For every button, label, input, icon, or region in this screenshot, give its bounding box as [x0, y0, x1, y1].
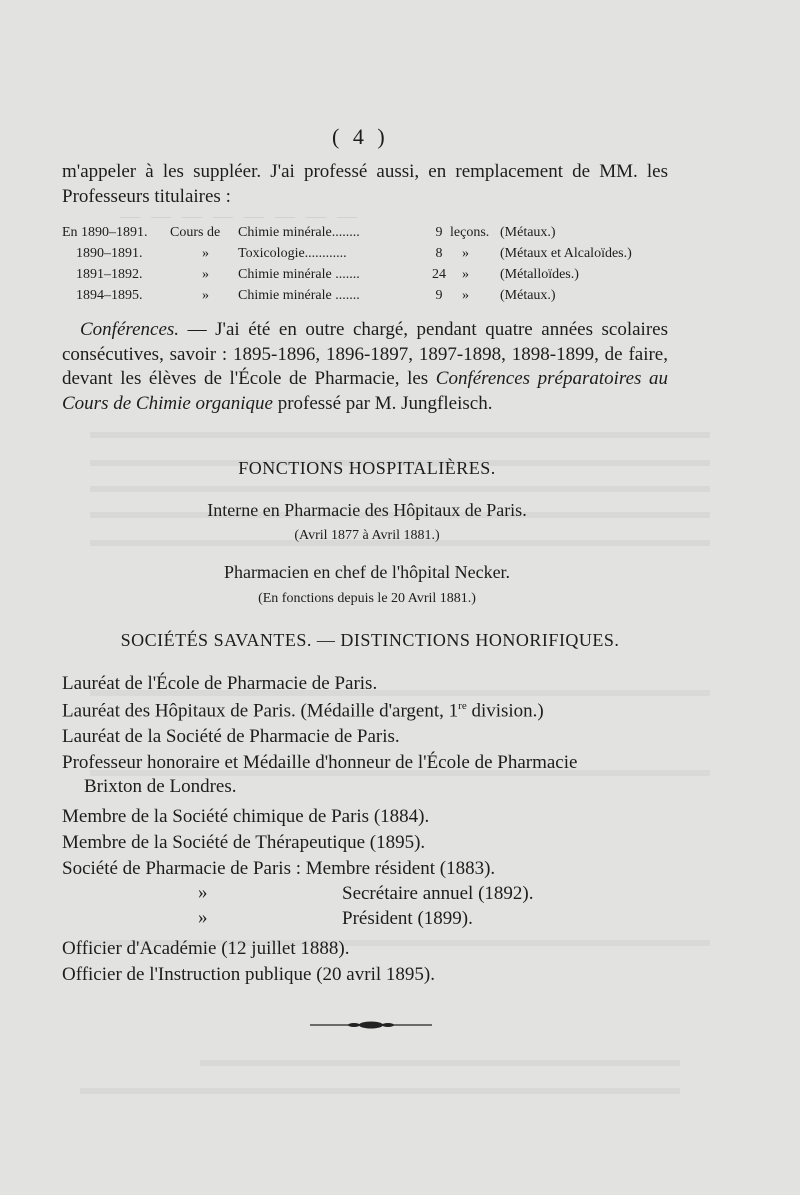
conferences-title: Conférences préparatoires au Cours de Chimie organique [62, 368, 668, 414]
course-count: 9 [435, 225, 443, 240]
professeur-honoraire: Professeur honoraire et Médaille d'honneur de l'École de Pharmacie [62, 752, 578, 773]
professeur-honoraire-cont: Brixton de Londres. [84, 776, 237, 797]
show-through-text: — — — — — — — — [0, 0, 800, 1195]
conferences-text: — J'ai été en outre chargé, pendant quatre années scolaires consécutives, savoir : 1895-1896, 1896-1897, 1897-1898, 1898-1899, de faire, devant les élèves de l'École de Pharmacie, les [62, 319, 668, 389]
course-count: 9 [435, 288, 443, 303]
course-note: (Métalloïdes.) [500, 267, 579, 282]
hospital-line2-note: (En fonctions depuis le 20 Avril 1881.) [258, 591, 476, 606]
course-year: 1891–1892. [76, 267, 143, 282]
societe-pharmacie: Société de Pharmacie de Paris : Membre résident (1883). [62, 858, 496, 879]
course-lecons: » [462, 288, 469, 303]
course-count: 24 [432, 267, 446, 282]
societies-heading: SOCIÉTÉS SAVANTES. — DISTINCTIONS HONORIFIQUES. [120, 630, 620, 650]
secretaire-annuel: Secrétaire annuel (1892). [342, 883, 534, 904]
hospital-line2: Pharmacien en chef de l'hôpital Necker. [223, 562, 511, 582]
president: Président (1899). [342, 908, 473, 929]
course-lecons: » [462, 246, 469, 261]
ditto-mark: » [198, 882, 208, 903]
course-note: (Métaux.) [500, 288, 556, 303]
hospital-line1: Interne en Pharmacie des Hôpitaux de Paris. [207, 500, 527, 520]
page-number: ( 4 ) [332, 124, 389, 149]
laureat-hopitaux-end: division.) [466, 700, 544, 722]
course-year: 1894–1895. [76, 288, 143, 303]
course-lecons: » [462, 267, 469, 282]
membre-therapeutique: Membre de la Société de Thérapeutique (1895). [62, 832, 426, 853]
ditto-mark: » [198, 907, 208, 928]
course-prefix: Cours de [170, 225, 221, 240]
officier-instruction: Officier de l'Instruction publique (20 avril 1895). [62, 964, 435, 985]
course-subject: Chimie minérale ....... [238, 267, 360, 282]
conferences-label: Conférences. [80, 319, 180, 340]
course-note: (Métaux.) [500, 225, 556, 240]
laureat-hopitaux [62, 700, 544, 722]
course-subject: Toxicologie............ [238, 246, 347, 261]
course-year: 1890–1891. [76, 246, 143, 261]
hospital-heading: FONCTIONS HOSPITALIÈRES. [238, 458, 496, 478]
laureat-hopitaux-text: Lauréat des Hôpitaux de Paris. (Médaille d'argent, 1 [62, 700, 459, 722]
course-note: (Métaux et Alcaloïdes.) [500, 246, 632, 261]
conferences-text-end: professé par M. Jungfleisch. [272, 392, 493, 414]
course-year: En 1890–1891. [62, 225, 148, 240]
laureat-societe: Lauréat de la Société de Pharmacie de Paris. [62, 726, 400, 747]
course-prefix: » [202, 288, 209, 303]
officier-academie: Officier d'Académie (12 juillet 1888). [62, 938, 350, 959]
course-prefix: » [202, 267, 209, 282]
laureat-hopitaux-sup: re [458, 700, 467, 712]
laureat-ecole: Lauréat de l'École de Pharmacie de Paris. [62, 673, 378, 694]
course-subject: Chimie minérale........ [238, 225, 360, 240]
intro-paragraph: m'appeler à les suppléer. J'ai professé aussi, en remplacement de MM. les Professeurs titulaires : [62, 161, 668, 207]
conferences-paragraph [62, 318, 668, 416]
course-lecons: leçons. [450, 225, 490, 240]
ornament-divider [310, 1018, 432, 1032]
membre-chimique: Membre de la Société chimique de Paris (1884). [62, 806, 430, 827]
course-count: 8 [435, 246, 443, 261]
course-subject: Chimie minérale ....... [238, 288, 360, 303]
course-prefix: » [202, 246, 209, 261]
hospital-line1-note: (Avril 1877 à Avril 1881.) [294, 528, 440, 543]
